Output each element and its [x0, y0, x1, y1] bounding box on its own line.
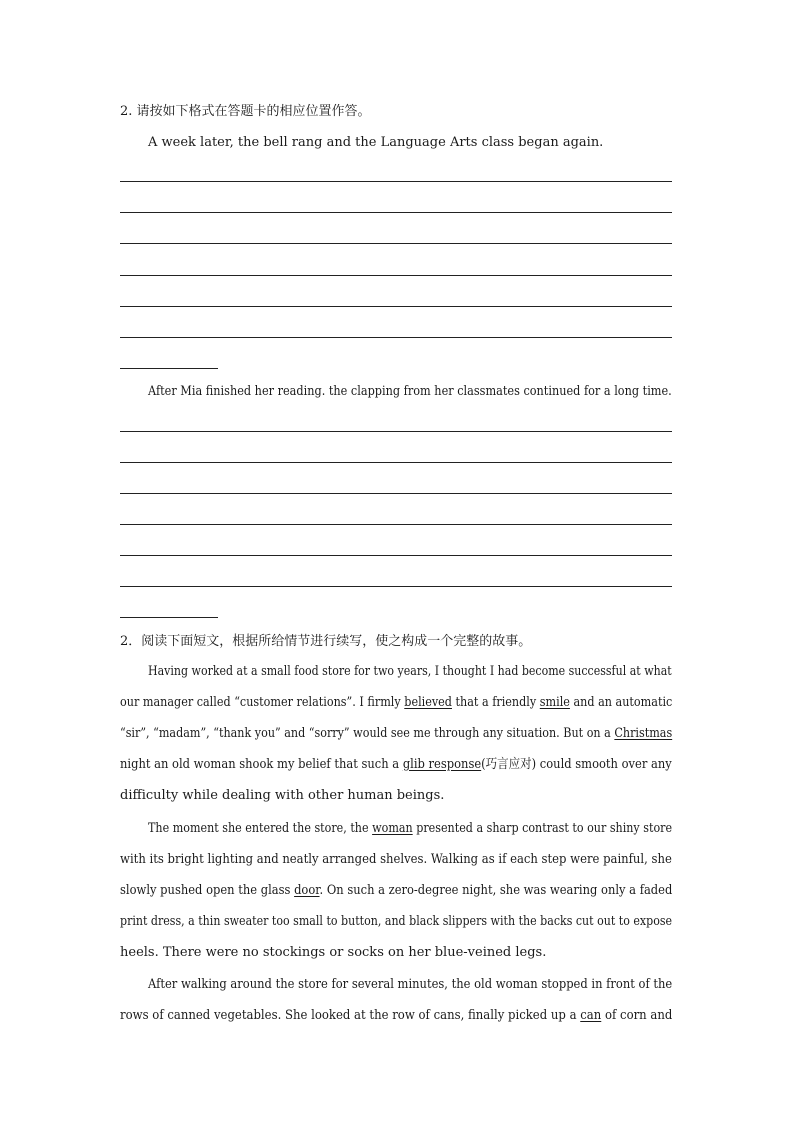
paragraph-1: [120, 663, 672, 823]
paragraph-line: “sir”, “madam”, “thank you” and “sorry” would see me through any situation. But on a Christmas: [120, 726, 673, 741]
section2-heading: 2．阅读下面短文，根据所给情节进行续写，使之构成一个完整的故事。: [120, 634, 532, 649]
writing-prompt-1: A week later, the bell rang and the Language Arts class began again.: [148, 135, 604, 150]
paragraph-line: our manager called “customer relations”. I firmly believed that a friendly smile and an automatic: [120, 695, 673, 710]
paragraph-2: [120, 820, 672, 980]
underlined-word: Christmas: [614, 726, 673, 741]
underlined-word: smile: [539, 695, 570, 710]
paragraph-line: difficulty while dealing with other human beings.: [120, 788, 445, 803]
answer-line[interactable]: [120, 306, 672, 307]
paragraph-line: heels. There were no stockings or socks on her blue-veined legs.: [120, 945, 547, 960]
answer-line[interactable]: [120, 524, 672, 525]
underlined-word: glib response: [402, 757, 482, 772]
answer-line[interactable]: [120, 275, 672, 276]
answer-line[interactable]: [120, 586, 672, 587]
answer-line[interactable]: [120, 337, 672, 338]
paragraph-line: After walking around the store for several minutes, the old woman stopped in front of the: [148, 977, 673, 992]
paragraph-3: [120, 976, 672, 1036]
answer-line-short[interactable]: [120, 368, 218, 369]
answer-line[interactable]: [120, 493, 672, 494]
paragraph-line: print dress, a thin sweater too small to button, and black slippers with the backs cut out to expose: [120, 914, 673, 929]
paragraph-line: with its bright lighting and neatly arranged shelves. Walking as if each step were painful, she: [120, 852, 672, 867]
underlined-word: door: [294, 883, 320, 898]
paragraph-line: night an old woman shook my belief that such a glib response(巧言应对) could smooth over any: [120, 757, 672, 772]
answer-line[interactable]: [120, 243, 672, 244]
paragraph-line: Having worked at a small food store for two years, I thought I had become successful at what: [148, 664, 672, 679]
paragraph-line: slowly pushed open the glass door. On such a zero-degree night, she was wearing only a faded: [120, 883, 673, 898]
section1-heading: 2. 请按如下格式在答题卡的相应位置作答。: [120, 104, 371, 119]
answer-line[interactable]: [120, 462, 672, 463]
paragraph-line: The moment she entered the store, the woman presented a sharp contrast to our shiny store: [148, 821, 673, 836]
underlined-word: can: [580, 1008, 602, 1023]
answer-line-short[interactable]: [120, 617, 218, 618]
paragraph-line: rows of canned vegetables. She looked at the row of cans, finally picked up a can of corn and: [120, 1008, 673, 1023]
underlined-word: woman: [372, 821, 413, 836]
answer-line[interactable]: [120, 212, 672, 213]
writing-prompt-2: After Mia finished her reading. the clapping from her classmates continued for a long time.: [148, 384, 672, 399]
answer-line[interactable]: [120, 555, 672, 556]
underlined-word: believed: [404, 695, 452, 710]
answer-line[interactable]: [120, 181, 672, 182]
answer-line[interactable]: [120, 431, 672, 432]
